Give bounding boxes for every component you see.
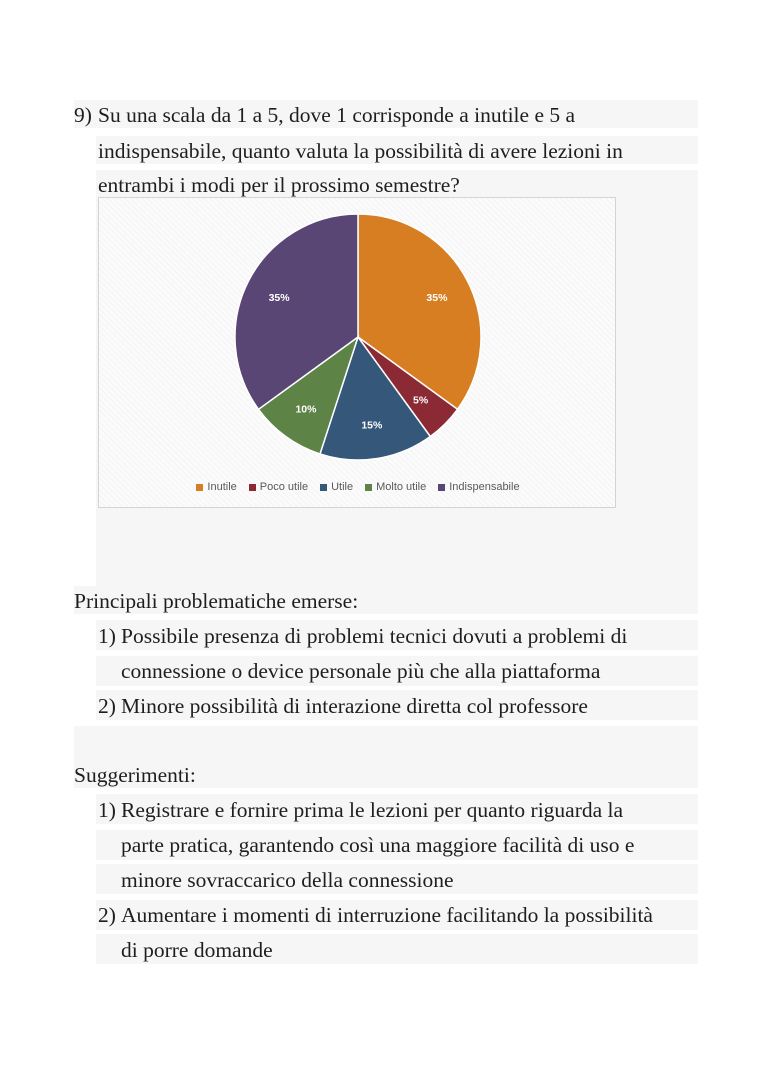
slice-data-label: 35%	[268, 291, 290, 304]
question-line: indispensabile, quanto valuta la possibilità di avere lezioni in	[98, 139, 623, 163]
pie-chart	[98, 197, 616, 508]
suggestion-line: parte pratica, garantendo così una maggiore facilità di uso e	[121, 833, 635, 857]
legend-label: Indispensabile	[449, 481, 520, 493]
legend-label: Inutile	[207, 481, 237, 493]
slice-data-label: 35%	[426, 291, 448, 304]
problem-line: Possibile presenza di problemi tecnici dovuti a problemi di	[121, 624, 628, 648]
legend-swatch	[365, 484, 372, 491]
question-line: entrambi i modi per il prossimo semestre?	[98, 173, 460, 197]
legend-swatch	[196, 484, 203, 491]
legend-swatch	[249, 484, 256, 491]
pie-chart-svg	[99, 198, 617, 478]
slice-data-label: 5%	[413, 394, 429, 407]
legend-item	[438, 481, 519, 493]
legend-item	[249, 481, 308, 493]
problem-line: Minore possibilità di interazione diretta col professore	[121, 694, 588, 718]
suggestion-line: Aumentare i momenti di interruzione facilitando la possibilità	[121, 903, 653, 927]
slice-data-label: 10%	[295, 403, 317, 416]
suggestion-number: 1)	[98, 798, 116, 822]
legend-item	[320, 481, 353, 493]
suggestion-line: minore sovraccarico della connessione	[121, 868, 454, 892]
question-line: Su una scala da 1 a 5, dove 1 corrisponde a inutile e 5 a	[98, 103, 576, 127]
problems-heading: Principali problematiche emerse:	[74, 589, 359, 613]
legend-label: Poco utile	[259, 481, 309, 493]
legend-item	[196, 481, 236, 493]
legend-swatch	[438, 484, 445, 491]
legend-item	[365, 481, 426, 493]
suggestions-heading: Suggerimenti:	[74, 763, 196, 787]
suggestion-line: di porre domande	[121, 938, 273, 962]
problem-number: 2)	[98, 694, 116, 718]
problem-number: 1)	[98, 624, 116, 648]
suggestion-line: Registrare e fornire prima le lezioni per quanto riguarda la	[121, 798, 624, 822]
legend-label: Molto utile	[376, 481, 427, 493]
legend-swatch	[320, 484, 327, 491]
problem-line: connessione o device personale più che alla piattaforma	[121, 659, 601, 683]
chart-legend	[99, 481, 617, 493]
legend-label: Utile	[331, 481, 354, 493]
question-number: 9)	[74, 103, 92, 127]
slice-data-label: 15%	[361, 419, 383, 432]
suggestion-number: 2)	[98, 903, 116, 927]
